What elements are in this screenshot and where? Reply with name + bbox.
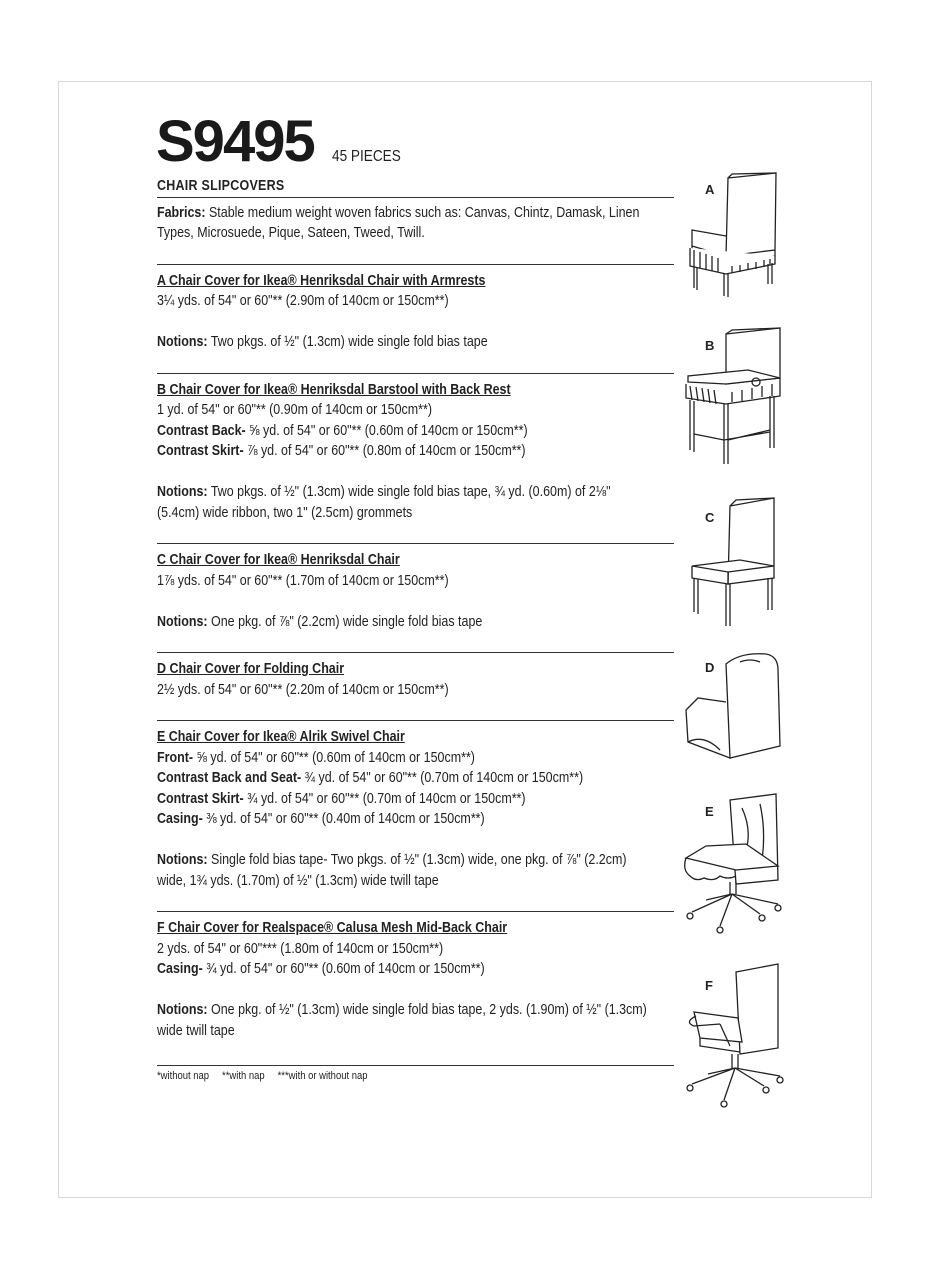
notions-text: Two pkgs. of ½" (1.3cm) wide single fold bias tape — [210, 334, 488, 350]
divider — [157, 1065, 674, 1066]
contrast-skirt-text: ¾ yd. of 54" or 60"** (0.70m of 140cm or 150cm**) — [247, 790, 526, 807]
view-b-section — [157, 380, 674, 524]
view-f-notions-line2: wide twill tape — [157, 1022, 235, 1039]
divider — [157, 720, 674, 721]
view-letter-a: A — [705, 182, 715, 197]
view-c-yardage: 1⅞ yds. of 54" or 60"** (1.70m of 140cm or 150cm**) — [157, 572, 449, 589]
view-f-casing — [157, 959, 673, 980]
divider — [157, 264, 674, 265]
content-column — [157, 176, 674, 1082]
divider — [157, 197, 674, 198]
view-e-contrast-back-seat — [157, 768, 673, 789]
view-e-casing — [157, 809, 673, 830]
divider — [157, 911, 674, 912]
section-title: CHAIR SLIPCOVERS — [157, 178, 285, 194]
contrast-skirt-label: Contrast Skirt- — [157, 443, 244, 459]
chair-illustration-b — [680, 322, 790, 467]
view-f-section — [157, 918, 674, 1041]
contrast-back-text: ⅝ yd. of 54" or 60"** (0.60m of 140cm or 150cm**) — [249, 422, 528, 439]
contrast-back-label: Contrast Back- — [157, 422, 246, 439]
fabrics-line1: Stable medium weight woven fabrics such as: Canvas, Chintz, Damask, Linen — [208, 204, 640, 221]
divider — [157, 652, 674, 653]
chair-illustration-d — [680, 650, 790, 765]
view-a-notions — [157, 332, 673, 353]
fabrics-text — [157, 203, 673, 224]
view-f-title: F Chair Cover for Realspace® Calusa Mesh Mid-Back Chair — [157, 920, 508, 936]
casing-label: Casing- — [157, 961, 203, 977]
notions-label: Notions: — [157, 852, 208, 868]
front-label: Front- — [157, 749, 194, 766]
view-c-section — [157, 550, 674, 632]
contrast-skirt-label: Contrast Skirt- — [157, 790, 244, 807]
view-b-contrast-back — [157, 421, 673, 442]
view-b-notions-line2: (5.4cm) wide ribbon, two 1" (2.5cm) grommets — [157, 504, 413, 521]
footnote-without-nap: *without nap — [157, 1070, 210, 1082]
view-f-notions — [157, 1000, 673, 1021]
contrast-back-seat-label: Contrast Back and Seat- — [157, 770, 302, 786]
footnotes — [157, 1070, 602, 1082]
view-e-contrast-skirt — [157, 789, 673, 810]
divider — [157, 543, 674, 544]
contrast-back-seat-text: ¾ yd. of 54" or 60"** (0.70m of 140cm or 150cm**) — [304, 770, 584, 786]
fabrics-label: Fabrics: — [157, 204, 206, 221]
footnote-with-nap: **with nap — [222, 1070, 265, 1082]
view-e-section — [157, 727, 674, 891]
view-letter-d: D — [705, 660, 715, 675]
notions-label: Notions: — [157, 334, 208, 350]
view-a-section — [157, 271, 674, 353]
view-a-yardage: 3¼ yds. of 54" or 60"** (2.90m of 140cm or 150cm**) — [157, 293, 449, 309]
notions-text: One pkg. of ⅞" (2.2cm) wide single fold bias tape — [211, 613, 483, 630]
footnote-with-or-without-nap: ***with or without nap — [277, 1070, 368, 1082]
chair-illustration-e — [680, 790, 790, 938]
casing-text: ⅜ yd. of 54" or 60"** (0.40m of 140cm or 150cm**) — [206, 811, 485, 827]
notions-label: Notions: — [157, 613, 208, 630]
view-b-yardage: 1 yd. of 54" or 60"** (0.90m of 140cm or 150cm**) — [157, 402, 433, 418]
view-b-notions — [157, 482, 673, 503]
front-text: ⅝ yd. of 54" or 60"** (0.60m of 140cm or 150cm**) — [196, 749, 475, 766]
view-letter-c: C — [705, 510, 715, 525]
view-letter-b: B — [705, 338, 715, 353]
view-f-yardage: 2 yds. of 54" or 60"*** (1.80m of 140cm or 150cm**) — [157, 940, 444, 957]
chair-illustration-a — [680, 170, 790, 300]
notions-label: Notions: — [157, 484, 208, 500]
pattern-number: S9495 — [156, 109, 314, 174]
casing-label: Casing- — [157, 811, 203, 827]
view-e-front — [157, 748, 673, 769]
pieces-count: 45 PIECES — [332, 148, 401, 165]
contrast-skirt-text: ⅞ yd. of 54" or 60"** (0.80m of 140cm or 150cm**) — [247, 443, 526, 459]
view-e-notions — [157, 850, 673, 871]
page-header — [156, 108, 413, 175]
view-c-title: C Chair Cover for Ikea® Henriksdal Chair — [157, 552, 400, 568]
view-d-section — [157, 659, 674, 700]
notions-label: Notions: — [157, 1002, 208, 1018]
view-d-title: D Chair Cover for Folding Chair — [157, 661, 345, 677]
chair-illustration-c — [680, 494, 790, 629]
view-b-title: B Chair Cover for Ikea® Henriksdal Barstool with Back Rest — [157, 381, 511, 398]
view-e-title: E Chair Cover for Ikea® Alrik Swivel Chair — [157, 729, 405, 745]
view-letter-f: F — [705, 978, 713, 993]
notions-text: Two pkgs. of ½" (1.3cm) wide single fold bias tape, ¾ yd. (0.60m) of 2⅛" — [210, 484, 611, 500]
casing-text: ¾ yd. of 54" or 60"** (0.60m of 140cm or 150cm**) — [206, 961, 485, 977]
view-d-yardage: 2½ yds. of 54" or 60"** (2.20m of 140cm or 150cm**) — [157, 681, 449, 698]
fabrics-line2: Types, Microsuede, Pique, Sateen, Tweed, Twill. — [157, 225, 425, 241]
view-c-notions — [157, 612, 673, 633]
view-e-notions-line2: wide, 1¾ yds. (1.70m) of ½" (1.3cm) wide twill tape — [157, 872, 439, 889]
chair-illustration-f — [680, 962, 790, 1112]
view-letter-e: E — [705, 804, 714, 819]
notions-text: Single fold bias tape- Two pkgs. of ½" (1.3cm) wide, one pkg. of ⅞" (2.2cm) — [211, 852, 627, 868]
view-b-contrast-skirt — [157, 441, 673, 462]
view-a-title: A Chair Cover for Ikea® Henriksdal Chair with Armrests — [157, 272, 486, 289]
notions-text: One pkg. of ½" (1.3cm) wide single fold bias tape, 2 yds. (1.90m) of ½" (1.3cm) — [211, 1002, 647, 1018]
divider — [157, 373, 674, 374]
